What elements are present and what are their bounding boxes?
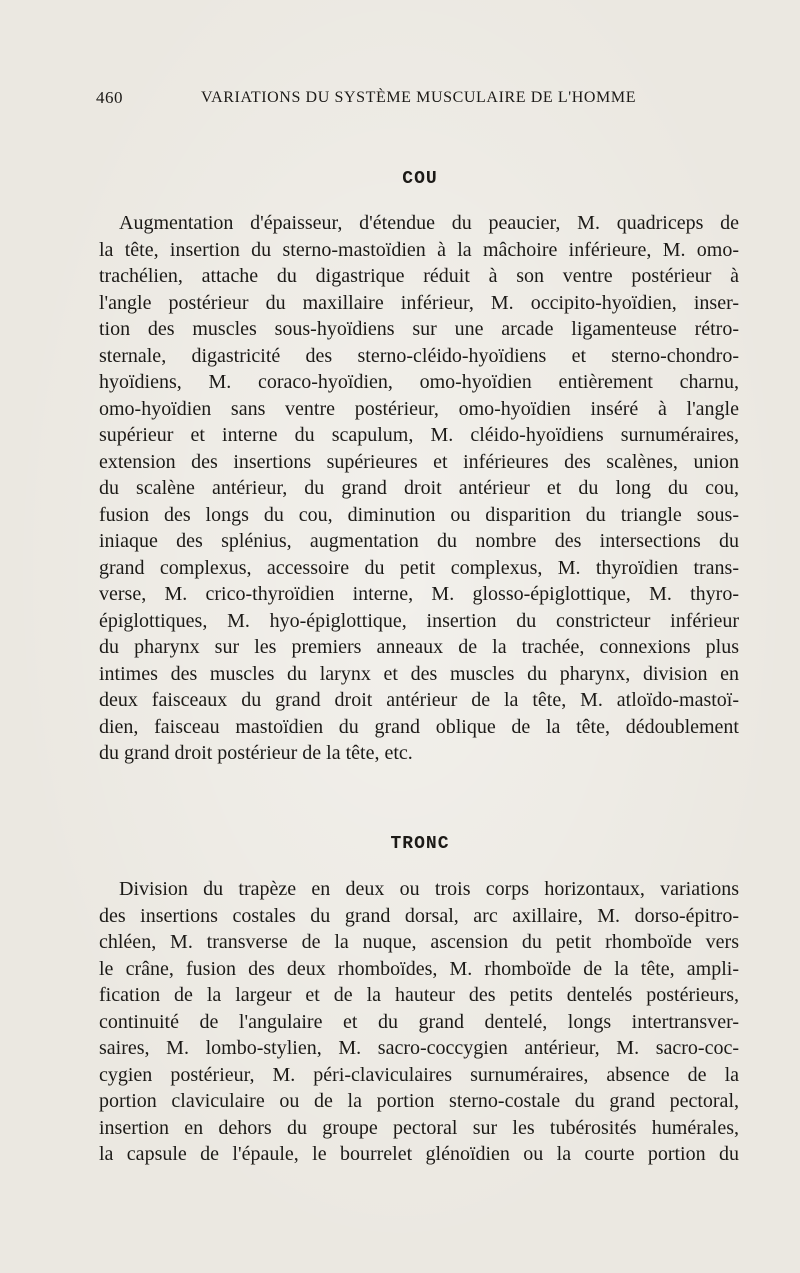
text-line: intimes des muscles du larynx et des muscles du pharynx, division en xyxy=(99,662,739,685)
text-line: du pharynx sur les premiers anneaux de la trachée, connexions plus xyxy=(99,636,739,658)
text-line: tion des muscles sous-hyoïdiens sur une arcade ligamenteuse rétro- xyxy=(99,318,739,340)
text-line: Augmentation d'épaisseur, d'étendue du peaucier, M. quadriceps de xyxy=(119,212,739,234)
text-line: verse, M. crico-thyroïdien interne, M. glosso-épiglottique, M. thyro- xyxy=(99,583,739,605)
text-line: du grand droit postérieur de la tête, etc. xyxy=(99,742,413,764)
text-line: l'angle postérieur du maxillaire inférieur, M. occipito-hyoïdien, inser- xyxy=(99,291,739,314)
text-line: omo-hyoïdien sans ventre postérieur, omo-hyoïdien inséré à l'angle xyxy=(99,397,739,420)
text-line: supérieur et interne du scapulum, M. cléido-hyoïdiens surnuméraires, xyxy=(99,424,739,446)
text-line: insertion en dehors du groupe pectoral sur les tubérosités humérales, xyxy=(99,1116,739,1139)
text-line: hyoïdiens, M. coraco-hyoïdien, omo-hyoïdien entièrement charnu, xyxy=(99,371,739,393)
text-line: saires, M. lombo-stylien, M. sacro-coccygien antérieur, M. sacro-coc- xyxy=(99,1037,739,1059)
text-line: cygien postérieur, M. péri-claviculaires surnuméraires, absence de la xyxy=(99,1063,739,1086)
text-line: iniaque des splénius, augmentation du nombre des intersections du xyxy=(99,530,739,552)
text-line: du scalène antérieur, du grand droit antérieur et du long du cou, xyxy=(99,477,739,499)
text-line: des insertions costales du grand dorsal, arc axillaire, M. dorso-épitro- xyxy=(99,904,739,927)
text-line: sternale, digastricité des sterno-cléido-hyoïdiens et sterno-chondro- xyxy=(99,344,739,367)
text-line: fication de la largeur et de la hauteur des petits dentelés postérieurs, xyxy=(99,984,739,1006)
text-line: continuité de l'angulaire et du grand dentelé, longs intertransver- xyxy=(99,1010,739,1033)
section-heading-cou: COU xyxy=(402,169,438,189)
text-line: deux faisceaux du grand droit antérieur de la tête, M. atloïdo-mastoï- xyxy=(99,689,739,711)
running-head xyxy=(96,88,740,116)
running-title: VARIATIONS DU SYSTÈME MUSCULAIRE DE L'HOMME xyxy=(201,89,637,106)
text-line: grand complexus, accessoire du petit complexus, M. thyroïdien trans- xyxy=(99,556,739,579)
text-line: dien, faisceau mastoïdien du grand oblique de la tête, dédoublement xyxy=(99,715,739,738)
paragraph-tronc xyxy=(99,876,739,1168)
text-line: épiglottiques, M. hyo-épiglottique, insertion du constricteur inférieur xyxy=(99,609,739,632)
text-line: trachélien, attache du digastrique réduit à son ventre postérieur à xyxy=(99,265,739,287)
paragraph-cou xyxy=(99,210,739,767)
text-line: extension des insertions supérieures et inférieures des scalènes, union xyxy=(99,450,739,473)
section-heading-tronc: TRONC xyxy=(390,834,450,854)
text-line: Division du trapèze en deux ou trois corps horizontaux, variations xyxy=(119,878,739,900)
text-line: chléen, M. transverse de la nuque, ascension du petit rhomboïde vers xyxy=(99,931,739,953)
text-line: portion claviculaire ou de la portion sterno-costale du grand pectoral, xyxy=(99,1090,739,1112)
page-number: 460 xyxy=(96,88,123,107)
text-line: fusion des longs du cou, diminution ou disparition du triangle sous- xyxy=(99,503,739,526)
text-line: la capsule de l'épaule, le bourrelet glénoïdien ou la courte portion du xyxy=(99,1143,739,1165)
text-line: le crâne, fusion des deux rhomboïdes, M. rhomboïde de la tête, ampli- xyxy=(99,957,739,980)
text-line: la tête, insertion du sterno-mastoïdien à la mâchoire inférieure, M. omo- xyxy=(99,238,739,261)
